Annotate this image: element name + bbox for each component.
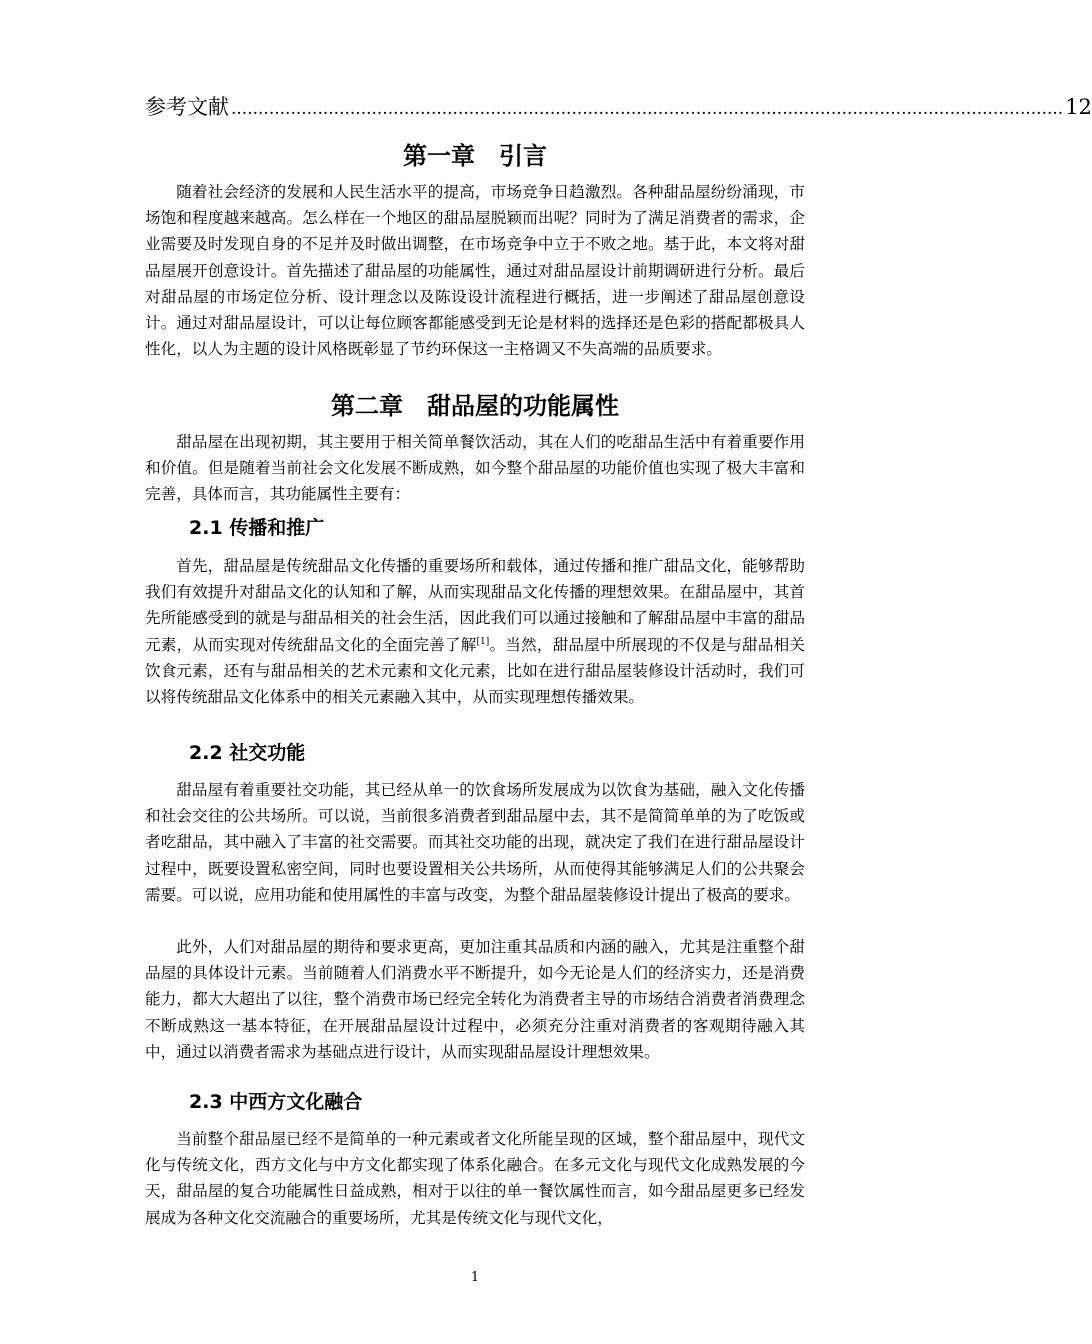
citation-ref[interactable]: [1] (476, 636, 490, 647)
chapter-2-intro: 甜品屋在出现初期，其主要用于相关简单餐饮活动，其在人们的吃甜品生活中有着重要作用和价值。但是随着当前社会文化发展不断成熟，如今整个甜品屋的功能价值也实现了极大丰富和完善，具体而言，其功能属性主要有： (145, 433, 805, 504)
page-number: 1 (470, 1270, 480, 1285)
chapter-1-title: 第一章 引言 (403, 142, 547, 170)
chapter-1-paragraph: 随着社会经济的发展和人民生活水平的提高，市场竞争日趋激烈。各种甜品屋纷纷涌现，市场饱和程度越来越高。怎么样在一个地区的甜品屋脱颖而出呢？同时为了满足消费者的需求，企业需要及时发现自身的不足并及时做出调整，在市场竞争中立于不败之地。基于此，本文将对甜品屋展开创意设计。首先描述了甜品屋的功能属性，通过对甜品屋设计前期调研进行分析。最后对甜品屋的市场定位分析、设计理念以及陈设设计流程进行概括，进一步阐述了甜品屋创意设计。通过对甜品屋设计，可以让每位顾客都能感受到无论是材料的选择还是色彩的搭配都极具人性化，以人为主题的设计风格既彰显了节约环保这一主格调又不失高端的品质要求。 (145, 183, 805, 359)
section-2-3-title: 2.3 中西方文化融合 (189, 1091, 363, 1113)
section-2-2-paragraph-1: 甜品屋有着重要社交功能，其已经从单一的饮食场所发展成为以饮食为基础，融入文化传播和社会交往的公共场所。可以说，当前很多消费者到甜品屋中去，其不是简简单单的为了吃饭或者吃甜品，其中融入了丰富的社交需要。而其社交功能的出现，就决定了我们在进行甜品屋设计过程中，既要设置私密空间，同时也要设置相关公共场所，从而使得其能够满足人们的公共聚会需要。可以说，应用功能和使用属性的丰富与改变，为整个甜品屋装修设计提出了极高的要求。 (145, 781, 805, 904)
section-2-1-paragraph (145, 553, 805, 710)
section-2-3-paragraph: 当前整个甜品屋已经不是简单的一种元素或者文化所能呈现的区域，整个甜品屋中，现代文化与传统文化，西方文化与中方文化都实现了体系化融合。在多元文化与现代文化成熟发展的今天，甜品屋的复合功能属性日益成熟，相对于以往的单一餐饮属性而言，如今甜品屋更多已经发展成为各种文化交流融合的重要场所，尤其是传统文化与现代文化， (145, 1130, 805, 1227)
section-2-2-title: 2.2 社交功能 (189, 742, 306, 764)
toc-label: 参考文献 (145, 95, 229, 119)
section-2-1-title: 2.1 传播和推广 (189, 517, 325, 539)
section-2-1-text-a: 首先，甜品屋是传统甜品文化传播的重要场所和载体，通过传播和推广甜品文化，能够帮助我们有效提升对甜品文化的认知和了解，从而实现甜品文化传播的理想效果。在甜品屋中，其首先所能感受到的就是与甜品相关的社会生活，因此我们可以通过接触和了解甜品屋中丰富的甜品元素，从而实现对传统甜品文化的全面完善了解 (145, 557, 805, 654)
chapter-2-title: 第二章 甜品屋的功能属性 (331, 392, 619, 420)
toc-entry-references[interactable] (145, 93, 1092, 123)
section-2-1-text-b: 。当然，甜品屋中所展现的不仅是与甜品相关饮食元素，还有与甜品相关的艺术元素和文化元素，比如在进行甜品屋装修设计活动时，我们可以将传统甜品文化体系中的相关元素融入其中，从而实现理想传播效果。 (145, 635, 805, 707)
section-2-2-paragraph-2: 此外，人们对甜品屋的期待和要求更高，更加注重其品质和内涵的融入，尤其是注重整个甜品屋的具体设计元素。当前随着人们消费水平不断提升，如今无论是人们的经济实力，还是消费能力，都大大超出了以往，整个消费市场已经完全转化为消费者主导的市场结合消费者消费理念不断成熟这一基本特征，在开展甜品屋设计过程中，必须充分注重对消费者的客观期待融入其中，通过以消费者需求为基础点进行设计，从而实现甜品屋设计理想效果。 (145, 938, 805, 1061)
toc-leader-dots: .......................................................................................................................................................... (231, 99, 1064, 119)
toc-page-number: 12 (1065, 95, 1092, 119)
